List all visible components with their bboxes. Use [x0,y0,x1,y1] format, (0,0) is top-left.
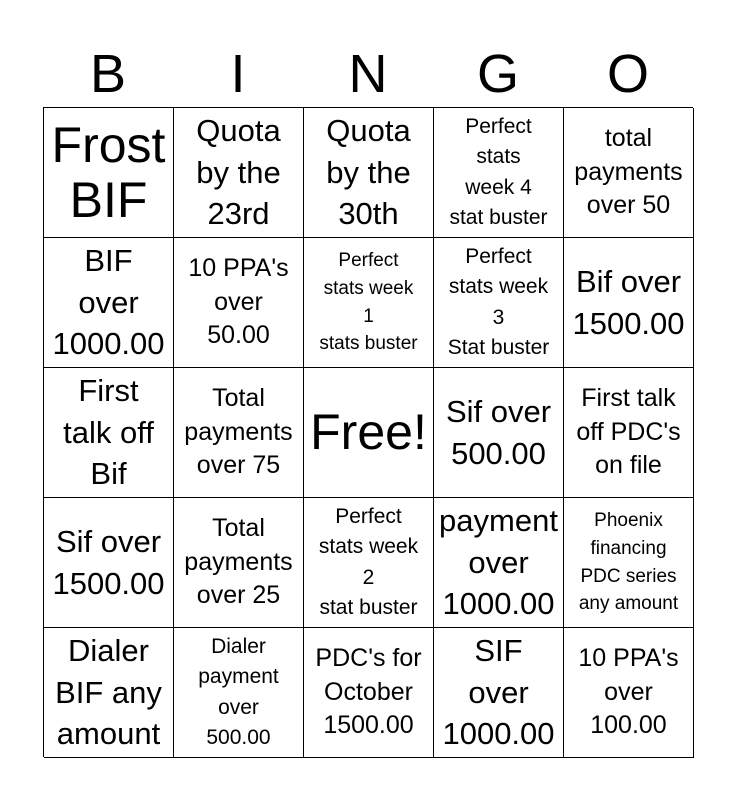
bingo-cell-r3-c2[interactable] [174,368,304,498]
bingo-cell-r5-c4[interactable] [434,628,564,758]
bingo-cell-r2-c3[interactable] [304,238,434,368]
cell-text: Perfect stats week 1 stats buster [319,250,418,355]
free-space-text: Free! [310,404,427,460]
cell-text: Total payments over 25 [184,513,293,610]
cell-text: First talk off PDC's on file [576,383,681,480]
bingo-cell-r3-c5[interactable] [564,368,694,498]
cell-text: total payments over 50 [574,123,683,220]
bingo-cell-r4-c3[interactable] [304,498,434,628]
bingo-cell-r3-c4[interactable] [434,368,564,498]
bingo-cell-r5-c3[interactable] [304,628,434,758]
cell-text: Dialer BIF any amount [55,632,162,752]
bingo-cell-r3-c1[interactable] [44,368,174,498]
header-letter-o: O [606,44,649,104]
cell-text: Perfect stats week 2 stat buster [318,504,419,619]
bingo-cell-r4-c2[interactable] [174,498,304,628]
cell-text: BIF over 1000.00 [52,242,165,362]
header-letter-n: N [348,44,388,104]
cell-text: Total payments over 75 [184,383,293,480]
bingo-cell-r4-c5[interactable] [564,498,694,628]
header-letter-g: G [476,44,519,104]
bingo-cell-r5-c1[interactable] [44,628,174,758]
bingo-cell-free[interactable] [304,368,434,498]
cell-text: 10 PPA's over 50.00 [188,253,289,350]
bingo-cell-r5-c2[interactable] [174,628,304,758]
cell-text: First talk off Bif [63,372,154,492]
bingo-cell-r4-c4[interactable] [434,498,564,628]
cell-text: Quota by the 30th [326,112,411,232]
bingo-cell-r2-c5[interactable] [564,238,694,368]
cell-text: 10 PPA's over 100.00 [578,643,679,740]
bingo-cell-r5-c5[interactable] [564,628,694,758]
cell-text: Perfect stats week 4 stat buster [449,114,548,229]
cell-text: Sif over 500.00 [445,393,552,471]
cell-text: PDC's for October 1500.00 [315,643,422,740]
cell-text: Bif over 1500.00 [572,263,685,341]
bingo-cell-r1-c5[interactable] [564,108,694,238]
bingo-cell-r2-c4[interactable] [434,238,564,368]
bingo-cell-r1-c1[interactable] [44,108,174,238]
header-letter-b: B [89,44,127,104]
cell-text: Frost BIF [51,116,166,228]
cell-text: Phoenix financing PDC series any amount [578,510,679,615]
cell-text: Sif over 1500.00 [52,523,165,601]
cell-text: Perfect stats week 3 Stat buster [447,244,550,359]
cell-text: payment over 1000.00 [439,502,558,622]
bingo-header [43,40,693,108]
bingo-cell-r1-c3[interactable] [304,108,434,238]
bingo-cell-r1-c4[interactable] [434,108,564,238]
bingo-cell-r2-c1[interactable] [44,238,174,368]
bingo-cell-r4-c1[interactable] [44,498,174,628]
cell-text: Dialer payment over 500.00 [198,634,279,749]
bingo-cell-r2-c2[interactable] [174,238,304,368]
cell-text: Quota by the 23rd [196,112,281,232]
header-letter-i: I [230,44,246,104]
bingo-board [43,107,693,757]
cell-text: SIF over 1000.00 [442,632,555,752]
bingo-cell-r1-c2[interactable] [174,108,304,238]
